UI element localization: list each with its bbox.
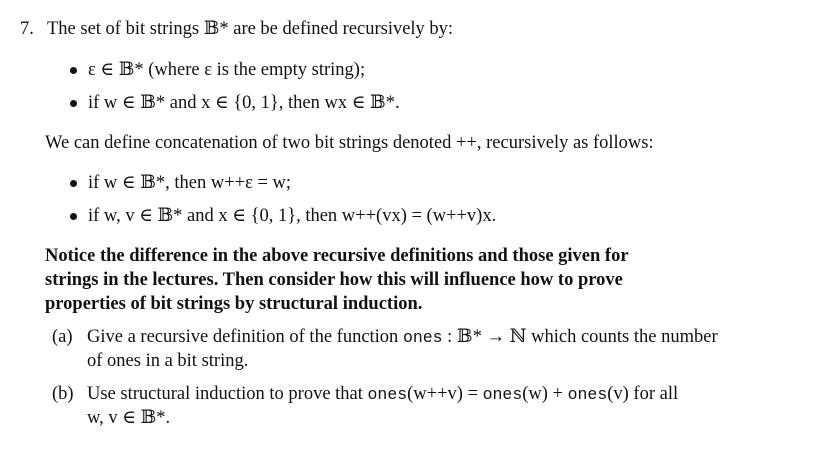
concat-intro: We can define concatenation of two bit strings denoted ++, recursively as follows: <box>45 133 654 153</box>
part-b-text-pre: Use structural induction to prove that <box>87 384 368 404</box>
definition-bullet-2: if w ∈ 𝔹* and x ∈ {0, 1}, then wx ∈ 𝔹*. <box>88 93 400 113</box>
notice-line-1: Notice the difference in the above recursive definitions and those given for <box>45 246 629 266</box>
ones-function-name: ones <box>482 385 523 404</box>
part-b-label: (b) <box>52 384 74 404</box>
part-a-line-1 <box>87 326 718 349</box>
part-b-line-1 <box>87 383 678 406</box>
part-a-text-pre: Give a recursive definition of the function <box>87 327 403 347</box>
bullet-dot <box>70 180 77 187</box>
definition-bullet-1: ε ∈ 𝔹* (where ε is the empty string); <box>88 60 366 80</box>
part-b-text-post: (v) for all <box>607 384 679 404</box>
ones-function-name: ones <box>367 385 408 404</box>
notice-line-3: properties of bit strings by structural induction. <box>45 294 423 314</box>
bullet-dot <box>70 100 77 107</box>
notice-line-2: strings in the lectures. Then consider how this will influence how to prove <box>45 270 623 290</box>
bullet-dot <box>70 213 77 220</box>
part-b-math-b: (w) + <box>522 384 568 404</box>
part-b-line-2: w, v ∈ 𝔹*. <box>87 408 171 428</box>
part-a-line-2: of ones in a bit string. <box>87 351 249 371</box>
ones-function-name: ones <box>567 385 608 404</box>
ones-function-name: ones <box>402 328 443 347</box>
question-intro: The set of bit strings 𝔹* are be defined recursively by: <box>47 19 454 39</box>
bullet-dot <box>70 67 77 74</box>
question-number: 7. <box>20 19 34 39</box>
part-a-text-post: : 𝔹* → ℕ which counts the number <box>442 327 718 347</box>
part-a-label: (a) <box>52 327 73 347</box>
concat-bullet-2: if w, v ∈ 𝔹* and x ∈ {0, 1}, then w++(vx) = (w++v)x. <box>88 206 497 226</box>
concat-bullet-1: if w ∈ 𝔹*, then w++ε = w; <box>88 173 292 193</box>
part-b-math-a: (w++v) = <box>407 384 483 404</box>
